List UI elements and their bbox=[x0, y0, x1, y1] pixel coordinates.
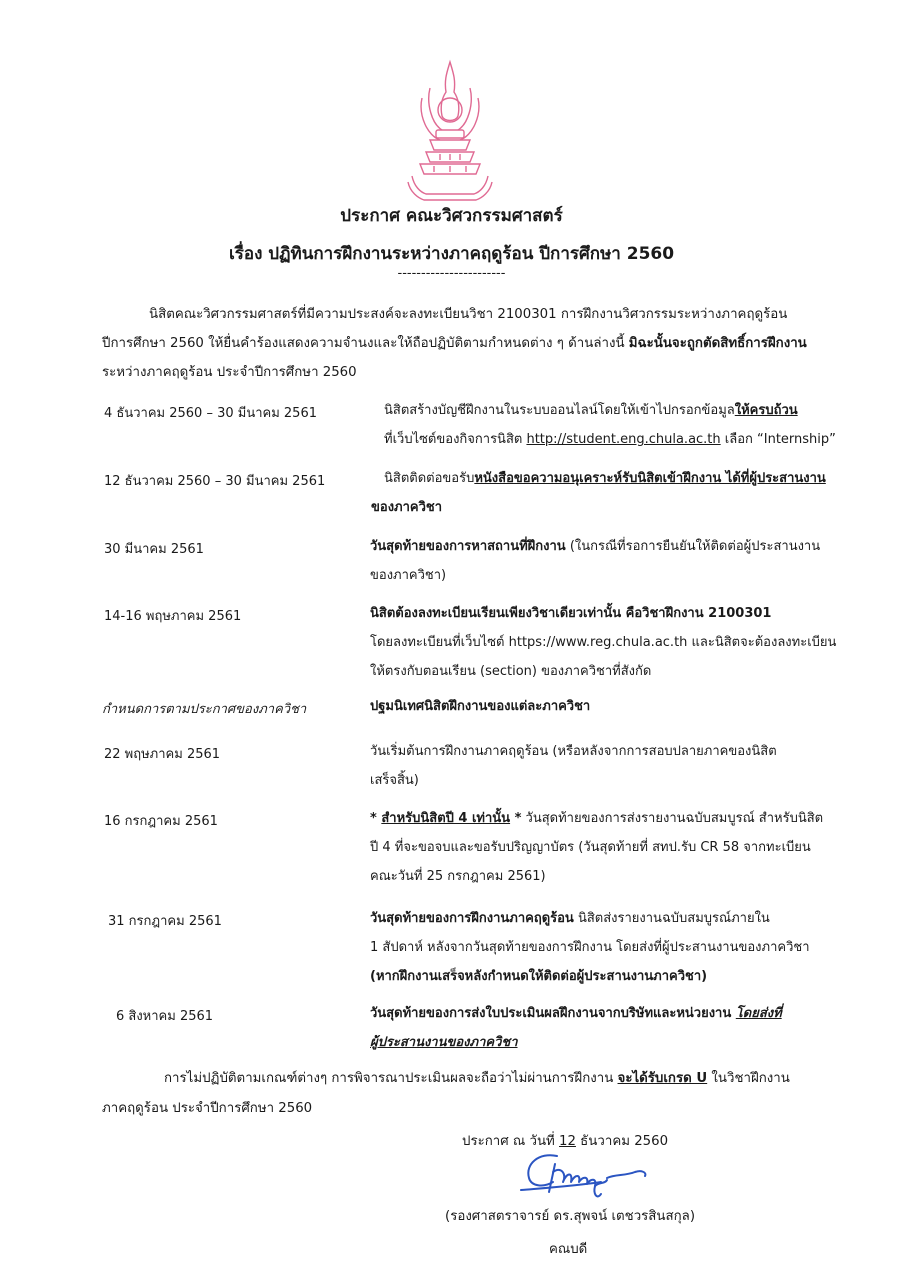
schedule-date: 14-16 พฤษภาคม 2561 bbox=[104, 609, 242, 624]
intro-line: ปีการศึกษา 2560 ให้ยื่นคำร้องแสดงความจำนงและให้ถือปฏิบัติตามกำหนดต่าง ๆ ด้านล่างนี้ มิฉะนั้นจะถูกตัดสิทธิ์การฝึกงาน bbox=[102, 336, 807, 351]
announcement-subject: เรื่อง ปฏิทินการฝึกงานระหว่างภาคฤดูร้อน ปีการศึกษา 2560 bbox=[228, 244, 675, 264]
schedule-date: 6 สิงหาคม 2561 bbox=[116, 1009, 214, 1024]
schedule-date: กำหนดการตามประกาศของภาควิชา bbox=[102, 702, 307, 717]
schedule-description: นิสิตต้องลงทะเบียนเรียนเพียงวิชาเดียวเท่านั้น คือวิชาฝึกงาน 2100301 โดยลงทะเบียนที่เว็บไซต์ https://www.reg.chula.ac.th และนิสิตจะต้องลงทะเบียน ให้ตรงกับตอนเรียน (section) ของภาควิชาที่สังกัด bbox=[370, 606, 837, 679]
schedule-description: วันสุดท้ายของการฝึกงานภาคฤดูร้อน นิสิตส่งรายงานฉบับสมบูรณ์ภายใน 1 สัปดาห์ หลังจากวันสุดท้ายของการฝึกงาน โดยส่งที่ผู้ประสานงานของภาควิชา (หากฝึกงานเสร็จหลังกำหนดให้ติดต่อผู้ประสานงานภาควิชา) bbox=[370, 911, 810, 984]
schedule-date: 22 พฤษภาคม 2561 bbox=[104, 747, 221, 762]
intro-line: ระหว่างภาคฤดูร้อน ประจำปีการศึกษา 2560 bbox=[102, 365, 357, 380]
schedule-date: 4 ธันวาคม 2560 – 30 มีนาคม 2561 bbox=[104, 406, 317, 421]
schedule-date: 16 กรกฎาคม 2561 bbox=[104, 814, 218, 829]
chulalongkorn-emblem-icon bbox=[400, 58, 500, 203]
schedule-description: นิสิตสร้างบัญชีฝึกงานในระบบออนไลน์โดยให้เข้าไปกรอกข้อมูลให้ครบถ้วน ที่เว็บไซต์ของกิจการนิสิต http://student.eng.chula.ac.th เลือก “Internship” bbox=[384, 403, 836, 447]
schedule-description: นิสิตติดต่อขอรับหนังสือขอความอนุเคราะห์รับนิสิตเข้าฝึกงาน ได้ที่ผู้ประสานงาน ของภาควิชา bbox=[371, 471, 826, 515]
schedule-description: วันเริ่มต้นการฝึกงานภาคฤดูร้อน (หรือหลังจากการสอบปลายภาคของนิสิต เสร็จสิ้น) bbox=[370, 744, 777, 788]
dean-signature bbox=[515, 1142, 655, 1212]
schedule-date: 31 กรกฎาคม 2561 bbox=[108, 914, 222, 929]
schedule-description: วันสุดท้ายของการหาสถานที่ฝึกงาน (ในกรณีที่รอการยืนยันให้ติดต่อผู้ประสานงาน ของภาควิชา) bbox=[370, 539, 821, 583]
signer-position: คณบดี bbox=[549, 1242, 588, 1257]
intro-warning: มิฉะนั้นจะถูกตัดสิทธิ์การฝึกงาน bbox=[628, 336, 807, 351]
schedule-description: ปฐมนิเทศนิสิตฝึกงานของแต่ละภาควิชา bbox=[370, 699, 591, 714]
signer-name: (รองศาสตราจารย์ ดร.สุพจน์ เตชวรสินสกุล) bbox=[445, 1209, 696, 1224]
intro-paragraph bbox=[102, 300, 882, 387]
title-divider: ----------------------- bbox=[397, 266, 506, 281]
announcement-date: ประกาศ ณ วันที่ 12 ธันวาคม 2560 bbox=[462, 1134, 669, 1149]
schedule-description: * สำหรับนิสิตปี 4 เท่านั้น * วันสุดท้ายของการส่งรายงานฉบับสมบูรณ์ สำหรับนิสิต ปี 4 ที่จะขอจบและขอรับปริญญาบัตร (วันสุดท้ายที่ สทป.รับ CR 58 จากทะเบียน คณะวันที่ 25 กรกฎาคม 2561) bbox=[370, 811, 824, 884]
intro-line: นิสิตคณะวิศวกรรมศาสตร์ที่มีความประสงค์จะลงทะเบียนวิชา 2100301 การฝึกงานวิศวกรรมระหว่างภาคฤดูร้อน bbox=[149, 307, 788, 322]
schedule-description: วันสุดท้ายของการส่งใบประเมินผลฝึกงานจากบริษัทและหน่วยงาน โดยส่งที่ ผู้ประสานงานของภาควิชา bbox=[370, 1006, 782, 1050]
schedule-date: 12 ธันวาคม 2560 – 30 มีนาคม 2561 bbox=[104, 474, 326, 489]
schedule-date: 30 มีนาคม 2561 bbox=[104, 542, 204, 557]
student-affairs-link[interactable]: http://student.eng.chula.ac.th bbox=[526, 432, 721, 447]
grade-u-warning: จะได้รับเกรด U bbox=[617, 1071, 708, 1086]
closing-paragraph: การไม่ปฏิบัติตามเกณฑ์ต่างๆ การพิจารณาประเมินผลจะถือว่าไม่ผ่านการฝึกงาน จะได้รับเกรด U ในวิชาฝึกงาน ภาคฤดูร้อน ประจำปีการศึกษา 2560 bbox=[102, 1071, 790, 1116]
announcement-title: ประกาศ คณะวิศวกรรมศาสตร์ bbox=[340, 206, 563, 226]
